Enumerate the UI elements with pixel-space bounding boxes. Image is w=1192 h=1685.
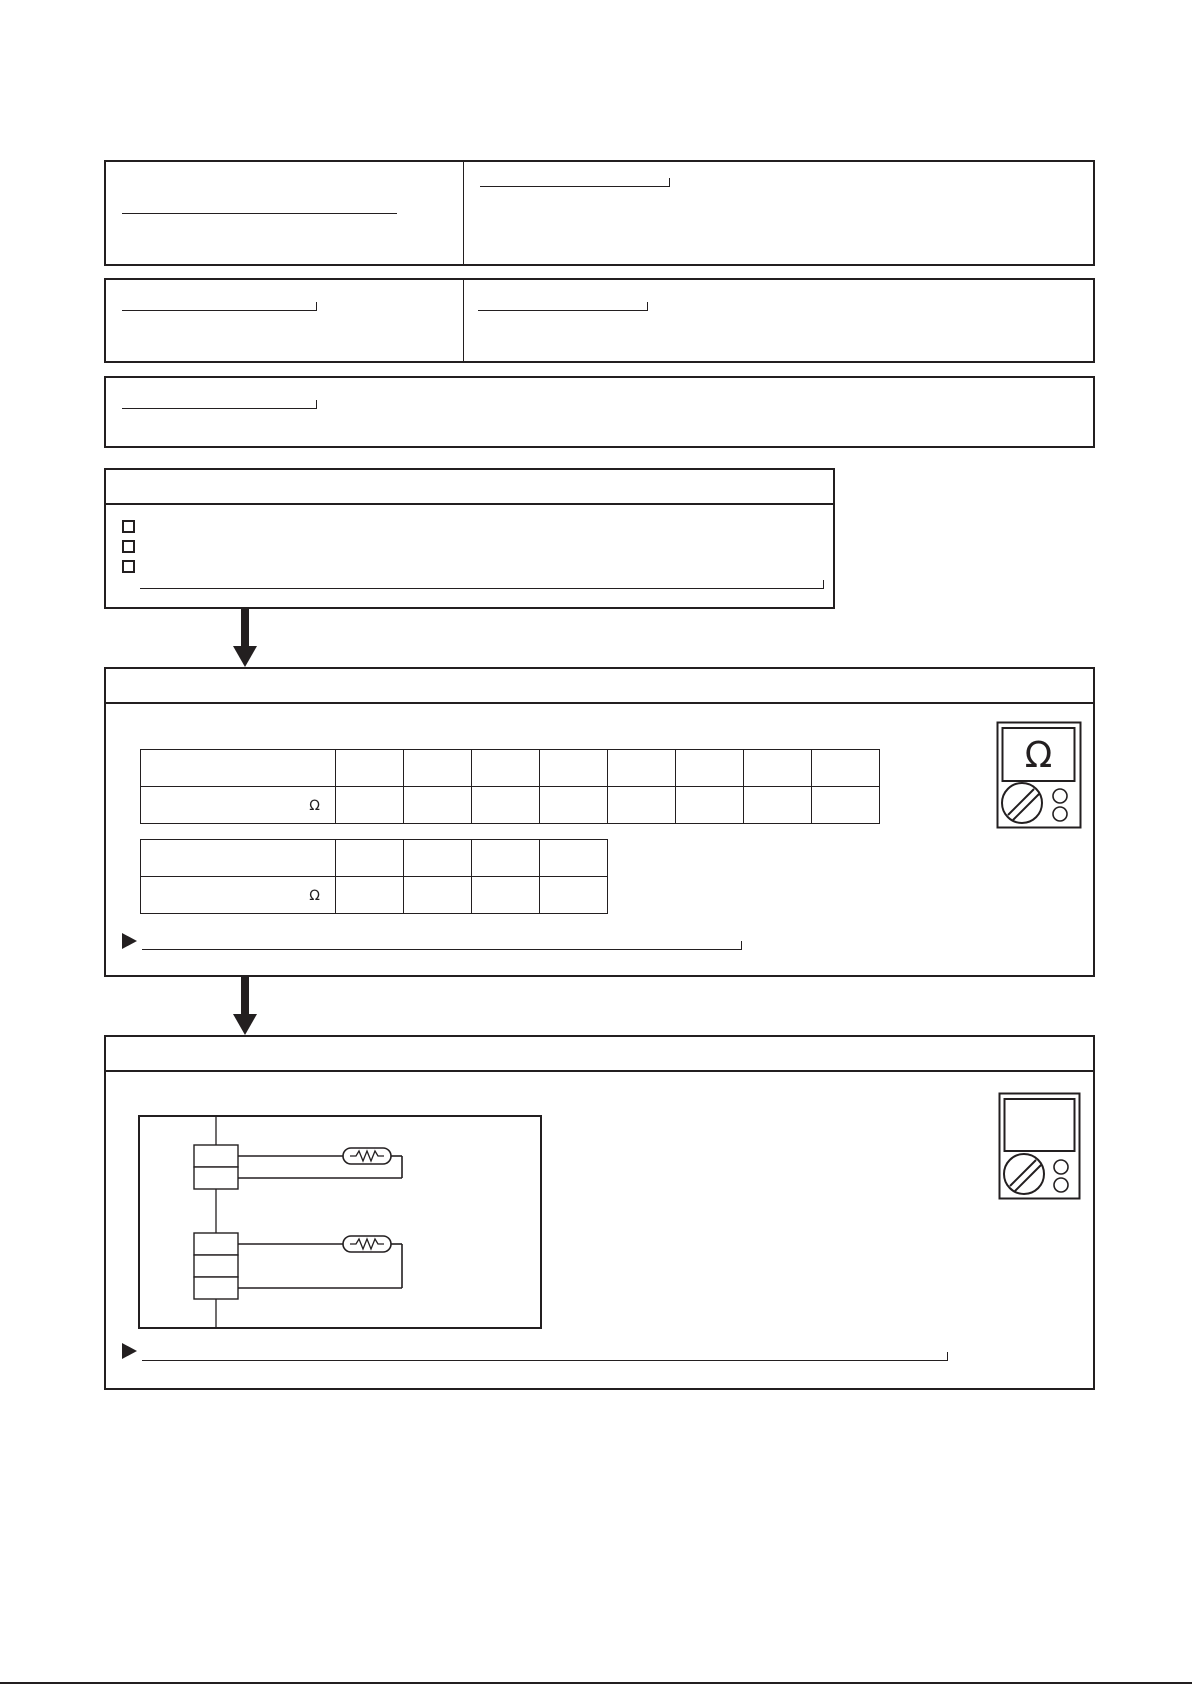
table-cell (540, 787, 608, 824)
resistance-table-b (140, 839, 608, 914)
table-cell (472, 877, 540, 914)
blank-line (142, 941, 742, 950)
cell-divider (463, 280, 464, 361)
info-box-top (104, 160, 1095, 266)
table-cell (404, 877, 472, 914)
header-divider (106, 702, 1093, 704)
blank-line (122, 400, 317, 409)
checklist-box (104, 468, 835, 609)
table-cell (404, 840, 472, 877)
blank-line-right (478, 302, 648, 311)
sensor-wiring-diagram (138, 1115, 544, 1331)
connector-2pin (194, 1145, 238, 1189)
sensor-resistor-icon (343, 1148, 391, 1164)
info-box-third (104, 376, 1095, 448)
down-arrow-icon (225, 976, 265, 1036)
ohm-unit: Ω (309, 797, 320, 814)
table-cell (472, 787, 540, 824)
blank-line-left (122, 212, 397, 214)
table-cell (812, 787, 880, 824)
table-cell (336, 750, 404, 787)
row-label (141, 840, 336, 877)
blank-line (142, 1352, 948, 1361)
row-label (141, 877, 336, 914)
pointer-triangle-icon (122, 933, 137, 949)
footer-rule (0, 1682, 1192, 1684)
table-cell (540, 877, 608, 914)
checkbox-icon (122, 560, 135, 573)
table-cell (676, 787, 744, 824)
blank-line-left (122, 302, 317, 311)
table-cell (812, 750, 880, 787)
sensor-resistor-icon (343, 1236, 391, 1252)
ohm-unit: Ω (309, 887, 320, 904)
resistance-check-box (104, 667, 1095, 977)
table-cell (744, 787, 812, 824)
multimeter-icon (998, 1092, 1084, 1202)
table-cell (336, 787, 404, 824)
resistance-table-a (140, 749, 880, 824)
table-cell (336, 840, 404, 877)
header-divider (106, 503, 833, 505)
checkbox-icon (122, 540, 135, 553)
down-arrow-icon (225, 608, 265, 668)
table-cell (744, 750, 812, 787)
table-cell (336, 877, 404, 914)
table-cell (472, 750, 540, 787)
table-cell (608, 787, 676, 824)
ohmmeter-icon (996, 721, 1082, 831)
checkbox-icon (122, 520, 135, 533)
table-cell (404, 787, 472, 824)
wiring-check-box (104, 1035, 1095, 1390)
row-label (141, 787, 336, 824)
table-cell (472, 840, 540, 877)
ohm-display: Ω (1024, 735, 1053, 776)
table-cell (608, 750, 676, 787)
table-cell (540, 750, 608, 787)
table-cell (540, 840, 608, 877)
blank-line-right (480, 178, 670, 187)
row-label (141, 750, 336, 787)
connector-3pin (194, 1233, 238, 1299)
header-divider (106, 1070, 1093, 1072)
pointer-triangle-icon (122, 1343, 137, 1359)
table-cell (404, 750, 472, 787)
table-cell (676, 750, 744, 787)
info-box-second (104, 278, 1095, 363)
blank-line (140, 580, 824, 589)
cell-divider (463, 162, 464, 264)
